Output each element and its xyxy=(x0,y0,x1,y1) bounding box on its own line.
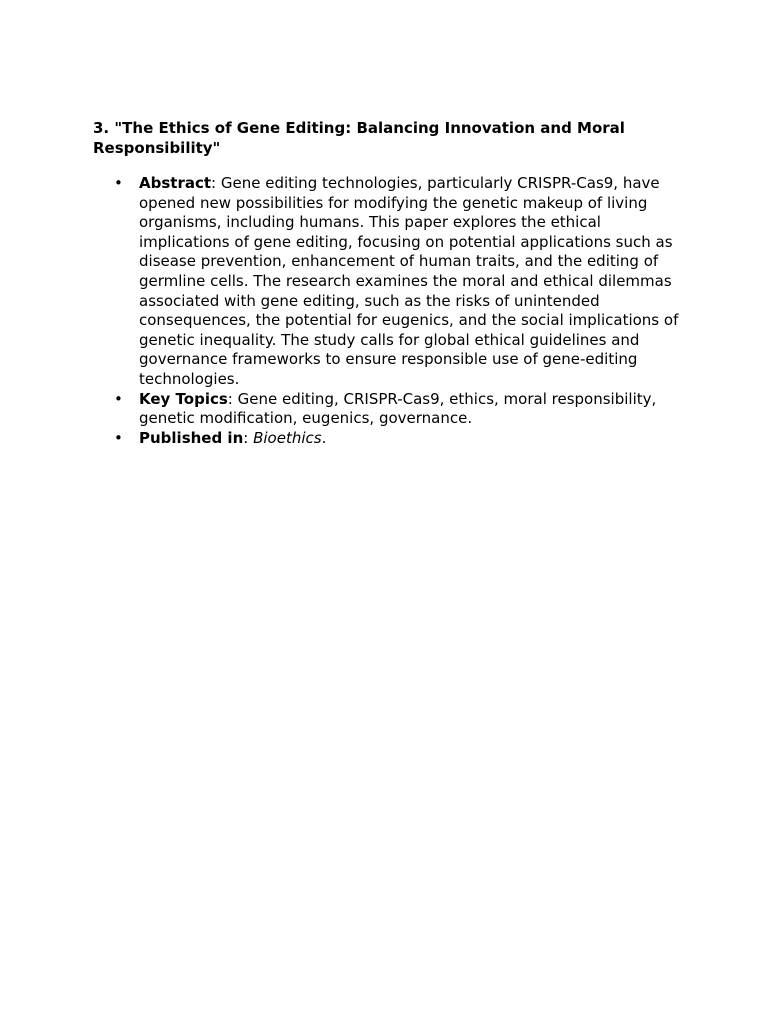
published-in-end: . xyxy=(321,428,327,447)
key-topics-label: Key Topics xyxy=(139,389,228,408)
list-item-published-in xyxy=(93,429,683,449)
list-item-key-topics xyxy=(93,390,683,429)
abstract-separator: : xyxy=(211,174,217,192)
bullet-icon: • xyxy=(114,389,123,408)
document-page xyxy=(93,119,683,447)
published-in-label: Published in xyxy=(139,428,244,447)
bullet-icon: • xyxy=(114,174,123,192)
bullet-icon: • xyxy=(114,428,123,447)
key-topics-separator: : xyxy=(227,389,233,408)
abstract-text: Gene editing technologies, particularly CRISPR-Cas9, have opened new possibilities for modifying the genetic makeup of living organisms, including humans. This paper explores the ethical implications of gene editing, focusing on potential applications such as disease prevention, enhancement of human traits, and the editing of germline cells. The research examines the moral and ethical dilemmas associated with gene editing, such as the risks of unintended consequences, the potential for eugenics, and the social implications of genetic inequality. The study calls for global ethical guidelines and governance frameworks to ensure responsible use of gene-editing technologies. xyxy=(139,174,679,388)
published-in-separator: : xyxy=(243,428,254,447)
list-item-abstract xyxy=(93,174,683,390)
journal-name: Bioethics xyxy=(253,428,322,447)
paper-details-list xyxy=(93,174,683,448)
key-topics-text: Gene editing, CRISPR-Cas9, ethics, moral responsibility, genetic modification, eugenics, governance. xyxy=(139,389,657,428)
paper-title: 3. "The Ethics of Gene Editing: Balancing Innovation and Moral Responsibility" xyxy=(93,119,625,157)
abstract-label: Abstract xyxy=(139,174,212,192)
